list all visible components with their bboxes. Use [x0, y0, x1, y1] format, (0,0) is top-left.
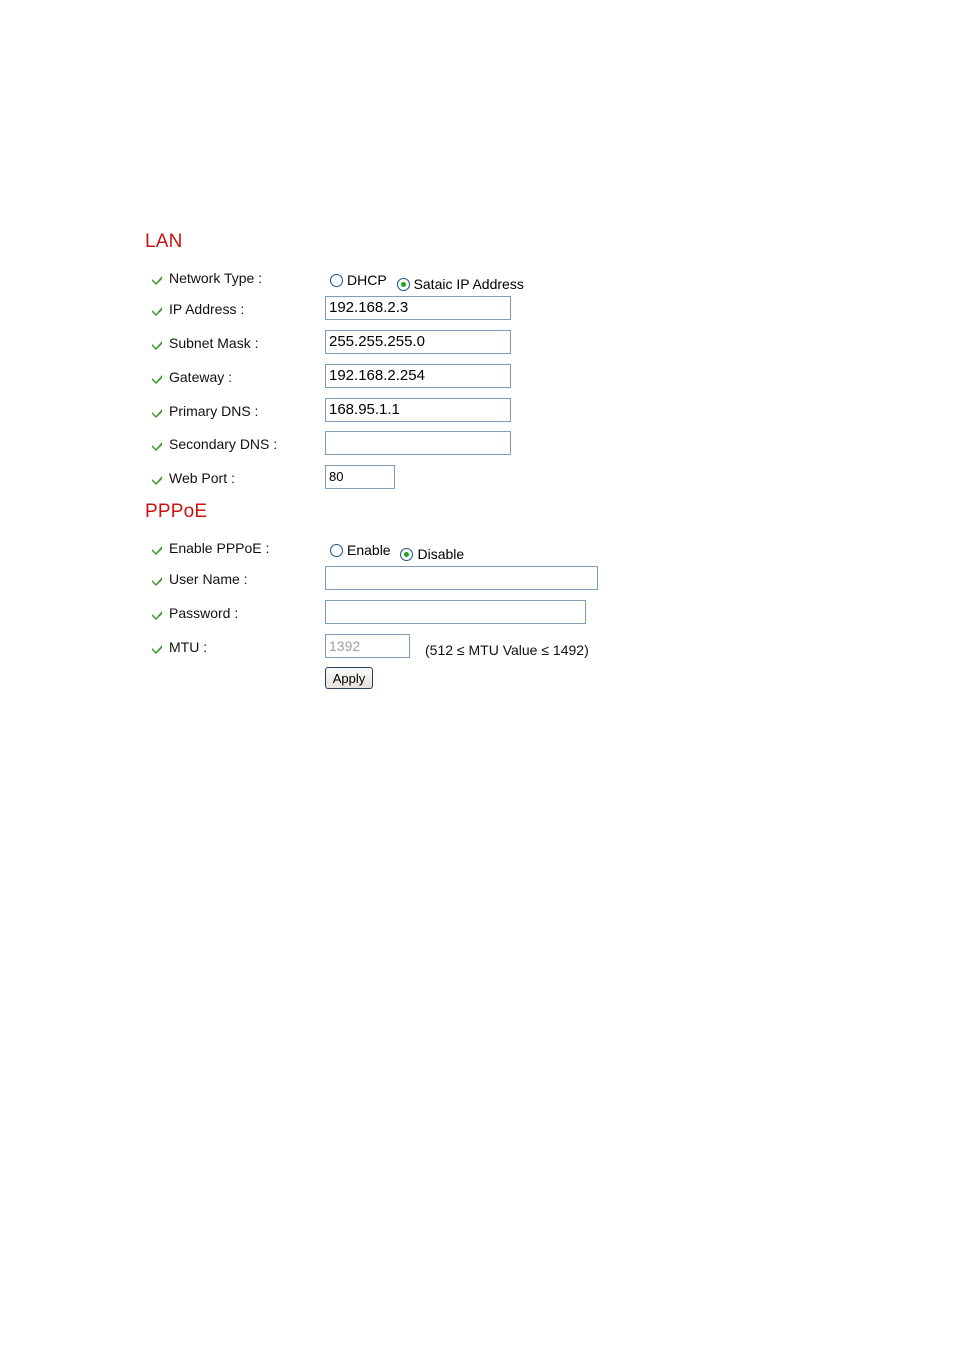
apply-button[interactable]: Apply: [325, 667, 373, 689]
network-type-label: Network Type :: [169, 270, 263, 286]
subnet-mask-label: Subnet Mask :: [169, 335, 259, 351]
green-check-icon: [151, 374, 163, 384]
network-type-radio-group: [330, 271, 530, 293]
static-ip-label: Sataic IP Address: [413, 276, 524, 292]
password-input[interactable]: [325, 600, 586, 624]
green-check-icon: [151, 441, 163, 451]
user-name-label: User Name :: [169, 571, 248, 587]
network-type-static-option[interactable]: [397, 275, 524, 293]
subnet-mask-input[interactable]: 255.255.255.0: [325, 330, 511, 354]
secondary-dns-input[interactable]: [325, 431, 511, 455]
mtu-input[interactable]: 1392: [325, 634, 410, 658]
ip-address-label: IP Address :: [169, 301, 245, 317]
radio-selected-icon[interactable]: [397, 278, 410, 291]
mtu-label: MTU :: [169, 639, 208, 655]
radio-selected-icon[interactable]: [400, 548, 413, 561]
gateway-label: Gateway :: [169, 369, 233, 385]
pppoe-disable-option[interactable]: [400, 545, 464, 563]
green-check-icon: [151, 610, 163, 620]
primary-dns-input[interactable]: 168.95.1.1: [325, 398, 511, 422]
disable-label: Disable: [417, 546, 465, 562]
gateway-input[interactable]: 192.168.2.254: [325, 364, 511, 388]
ip-address-input[interactable]: 192.168.2.3: [325, 296, 511, 320]
green-check-icon: [151, 545, 163, 555]
password-label: Password :: [169, 605, 239, 621]
green-check-icon: [151, 306, 163, 316]
green-check-icon: [151, 275, 163, 285]
pppoe-section-title: PPPoE: [145, 501, 208, 522]
enable-label: Enable: [347, 542, 391, 558]
green-check-icon: [151, 340, 163, 350]
lan-section-title: LAN: [145, 231, 183, 252]
primary-dns-label: Primary DNS :: [169, 403, 259, 419]
enable-pppoe-radio-group: [330, 541, 470, 563]
green-check-icon: [151, 475, 163, 485]
green-check-icon: [151, 576, 163, 586]
dhcp-label: DHCP: [347, 272, 387, 288]
web-port-label: Web Port :: [169, 470, 235, 486]
mtu-range-hint: (512 ≤ MTU Value ≤ 1492): [425, 642, 589, 658]
green-check-icon: [151, 644, 163, 654]
radio-unselected-icon[interactable]: [330, 274, 343, 287]
secondary-dns-label: Secondary DNS :: [169, 436, 278, 452]
green-check-icon: [151, 408, 163, 418]
user-name-input[interactable]: [325, 566, 598, 590]
network-type-dhcp-option[interactable]: [330, 271, 387, 289]
web-port-input[interactable]: 80: [325, 465, 395, 489]
radio-unselected-icon[interactable]: [330, 544, 343, 557]
pppoe-enable-option[interactable]: [330, 541, 391, 559]
enable-pppoe-label: Enable PPPoE :: [169, 540, 270, 556]
